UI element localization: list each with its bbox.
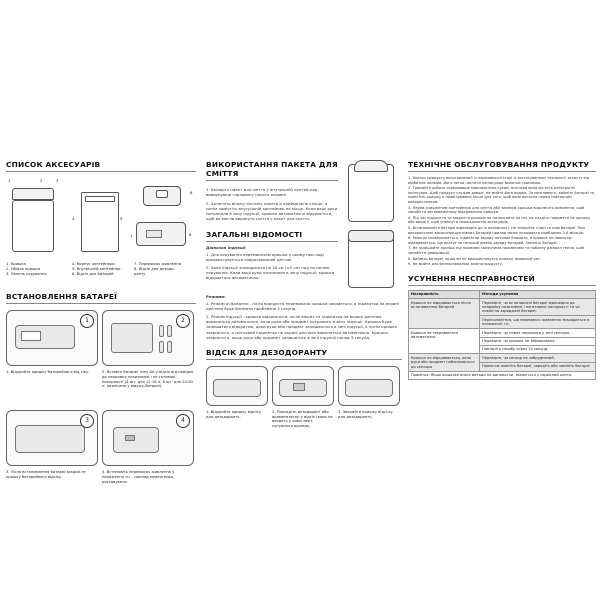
lid-illustration bbox=[12, 188, 54, 200]
accessories-diagram bbox=[6, 172, 196, 292]
maintenance-item-8: 8. Вийміть батареї, якщо ви не використовуєте прилад тривалий час. bbox=[408, 256, 541, 261]
maintenance-item-6: 6. Реакція сповільнюється, індикатор заряду починає блимати, а кришка не повністю відкривається, що вказує на низький рівень заряду батарей. Замініть батареї. bbox=[408, 236, 572, 245]
table-row: Кришка не відкривається, коли руки або предмет наближаються до сенсора Перевірте, чи сенсор не забруднений. bbox=[409, 354, 596, 363]
troubleshooting-table bbox=[408, 290, 596, 380]
deodorant-step-2-image bbox=[272, 366, 334, 406]
battery-step-2-text: 2. Вставте батареї типу АА у відсік від-повідно до напрямку позитивної і не-гативної полярності (4-шт. для 12-16 л, 6 шт. для 20-50 л, розмічено у відсіку-батареї). bbox=[102, 370, 194, 389]
table-row: Переконайтеся, що перемикач живлення знаходиться в положенні «I». bbox=[409, 316, 596, 329]
induction-text-2: 2. Зона індукції знаходиться на 20 см (±5 см) над па-неллю керування. Коли ваші руки потрапили в зону індукції, кришка відкриється автоматично. bbox=[206, 264, 335, 281]
maintenance-item-2: 2. Тримайте робоче середовище максимально сухим, оскільки воно містить електронні аксесуари. Щоб продукт служив довше, не мийте його водою. За можливості, вийміть батареї та помістіть кришку в провітрюване місце для того, щоб вона висохла перед повторним використанням. bbox=[408, 186, 595, 204]
step-number-2: 2 bbox=[176, 314, 190, 328]
battery-tray-illustration bbox=[146, 230, 162, 238]
table-header-fix: Методи усунення bbox=[480, 290, 596, 298]
mode-standby: 1. Режим очікування - після відкриття перемикача кришки закриється, а індикатор на екрані дисплея буде блимати приблизно 5 секунд. bbox=[206, 301, 399, 312]
maintenance-item-9: 9. Не мийте для безпосередньої заміни продукту. bbox=[408, 262, 504, 267]
deodorant-title: ВІДСІК ДЛЯ ДЕЗОДОРАНТУ bbox=[206, 347, 328, 357]
step-number-1: 1 bbox=[80, 314, 94, 328]
legend-left: 1. Кришка 2. Обідок кришки 3. Панель керування bbox=[6, 262, 47, 276]
bag-illustration bbox=[354, 160, 388, 172]
maintenance-item-7: 7. Не залишайте прилад під прямими сонячними променями та поблизу джерел тепла, щоб запобігти деформації. bbox=[408, 246, 584, 255]
callout-4: 4 bbox=[72, 216, 75, 221]
callout-1: 1 bbox=[8, 178, 11, 183]
bag-step-2: 2. Затягніть вільну частину пакета в приймальне кільце, а потім помістіть внутрішній контейнер на місце. Коли ваші руки потрапили в зону індукції, кришка автоматично відкриється, щоб ви могли викинути сміття у пакет для сміття. bbox=[206, 201, 338, 222]
table-note: Примітка: Якщо вищезазначені методи не допомогли, зверніться у сервісний центр. bbox=[409, 371, 596, 379]
column-accessories bbox=[6, 160, 196, 600]
table-header-fault: Несправність bbox=[409, 290, 480, 298]
divider bbox=[206, 180, 338, 181]
legend-mid: 4. Корпус контейнера 5. Внутрішній контейнер 6. Відсік для батарей bbox=[72, 262, 121, 276]
callout-2: 2 bbox=[40, 178, 43, 183]
table-note-row bbox=[409, 371, 596, 379]
table-row: Повторіть спробу через 10 секунд. bbox=[409, 345, 596, 353]
induction-title: Діапазон індукції bbox=[206, 244, 246, 250]
accessories-title: СПИСОК АКСЕСУАРІВ bbox=[6, 160, 101, 169]
callout-7: 7 bbox=[130, 234, 133, 239]
battery-step-2-image bbox=[102, 310, 194, 366]
table-row: Кришка не закривається автоматично Перевірте, чи немає перешкод у зоні сенсора. bbox=[409, 329, 596, 337]
bag-step-1: 1. Вкладіть пакет для сміття у внутрішній контей-нер, вивернувши горловину пакета назовні. bbox=[206, 187, 319, 198]
deodorant-step-3-image bbox=[338, 366, 400, 406]
table-header-row bbox=[409, 290, 596, 298]
modes-title: Режими: bbox=[206, 294, 226, 299]
general-title: ЗАГАЛЬНІ ВІДОМОСТІ bbox=[206, 229, 303, 239]
table-row: Повністю замініть батареї, зарядіть або замініть батареї. bbox=[409, 362, 596, 371]
bag-ring-illustration bbox=[85, 196, 115, 202]
maintenance-item-3: 3. Перед очищенням контейнера для сміття або заміною кришки відключіть живлення, щоб запобігти автоматичному відкриванню кришки. bbox=[408, 205, 585, 215]
battery-step-1-text: 1. Відкрийте кришку батарейного від-сіку. bbox=[6, 370, 90, 374]
deodorant-step-1-image bbox=[206, 366, 268, 406]
column-maintenance bbox=[408, 160, 596, 380]
deodorant-steps bbox=[206, 360, 402, 470]
step-number-4: 4 bbox=[176, 414, 190, 428]
table-row: Перевірте, чи кришка не заблокована. bbox=[409, 337, 596, 345]
deodorant-step-2-text: 2. Покладіть дезодорант або ароматизатор у відсік (вони не входять у комп-лект, купуються окремо). bbox=[272, 409, 333, 429]
maintenance-title: ТЕХНІЧНЕ ОБСЛУГОВУВАННЯ ПРОДУКТУ bbox=[408, 160, 590, 169]
bin-with-bag-illustration bbox=[348, 164, 394, 222]
maintenance-item-1: 1. Корпус продукту виготовлений із нержавіючої сталі із застосуванням технології захисту від відбитків пальців. Його легко чистити напівсухою вологою тканиною. bbox=[408, 176, 590, 185]
induction-text-1: 1. Для керування перемикачем кришки у цьому при-ладі використовується інфрачервоний датчик. bbox=[206, 251, 324, 262]
battery-step-3-image bbox=[6, 410, 98, 466]
battery-title: ВСТАНОВЛЕННЯ БАТАРЕЇ bbox=[6, 292, 118, 301]
mode-induction: 2. Режим індукції - кришка відкриється; після вікрит-тя індикатор на екрані дисплея вимкнеться автоматично, коли руки або предмет потрапить в зону індукції. Кришка буде залишатися відкритою, доки руки або предмет залишаються в зоні індукції, а потім кришка закриється, а світловий індикатор на екрані дисплея вимкнеться автоматично. Кришка закриється, якщо руки або предмет залишаться в зоні індукції понад 5 секунд. bbox=[206, 314, 397, 340]
deodorant-step-1-text: 1. Відкрийте кришку відсіку для дезодоранту. bbox=[206, 409, 261, 419]
battery-steps bbox=[6, 304, 196, 600]
control-panel-illustration bbox=[156, 190, 168, 198]
lid-closed-illustration bbox=[348, 230, 394, 242]
bag-illustrations bbox=[342, 160, 402, 290]
battery-step-4-text: 4. Встановіть перемикач живлення у положення «I» - прилад можна вико-ристовувати. bbox=[102, 470, 175, 484]
bag-title: ВИКОРИСТАННЯ ПАКЕТА ДЛЯ СМІТТЯ bbox=[206, 160, 338, 178]
divider bbox=[408, 171, 596, 172]
maintenance-item-4: 4. Під час відкриття та закриття кришки не натискайте на неї, не кладіть предмети на кришку або вище її, щоб уникнути пошкодження аксесуарів. bbox=[408, 215, 591, 225]
legend-right: 7. Перемикач живлення 8. Відсік для дезодо- ранту bbox=[134, 262, 181, 276]
bin-illustration bbox=[12, 200, 54, 252]
callout-6: 6 bbox=[190, 190, 193, 195]
callout-8: 8 bbox=[189, 232, 192, 237]
deodorant-step-3-text: 3. Закрийте кришку відсі-ку для дезодоранту. bbox=[338, 409, 393, 419]
battery-step-4-image bbox=[102, 410, 194, 466]
divider bbox=[206, 241, 338, 242]
column-usage bbox=[206, 160, 402, 470]
battery-step-1-image bbox=[6, 310, 98, 366]
maintenance-item-5: 5. Встановлюйте батареї відповідно до їх полярності. Не змішуйте старі та нові батареї. При використанні високопродуктивних батарей прилад може працювати приблизно 3-6 місяців. bbox=[408, 225, 585, 235]
troubleshooting-title: УСУНЕННЯ НЕСПРАВНОСТЕЙ bbox=[408, 273, 535, 283]
divider bbox=[408, 285, 596, 286]
table-row: Кришка не відкривається після встановлення батарей Перевірте, чи встановлені батареї відповідно до напрямку позитивної і негативної полярності та чи повністю заряджені батареї. bbox=[409, 299, 596, 316]
callout-3: 3 bbox=[56, 178, 59, 183]
step-number-3: 3 bbox=[80, 414, 94, 428]
battery-step-3-text: 3. Після встановлення батареї закрий-те кришку батарейного відсіку. bbox=[6, 470, 86, 479]
maintenance-list bbox=[408, 176, 596, 267]
callout-5: 5 bbox=[120, 216, 123, 221]
